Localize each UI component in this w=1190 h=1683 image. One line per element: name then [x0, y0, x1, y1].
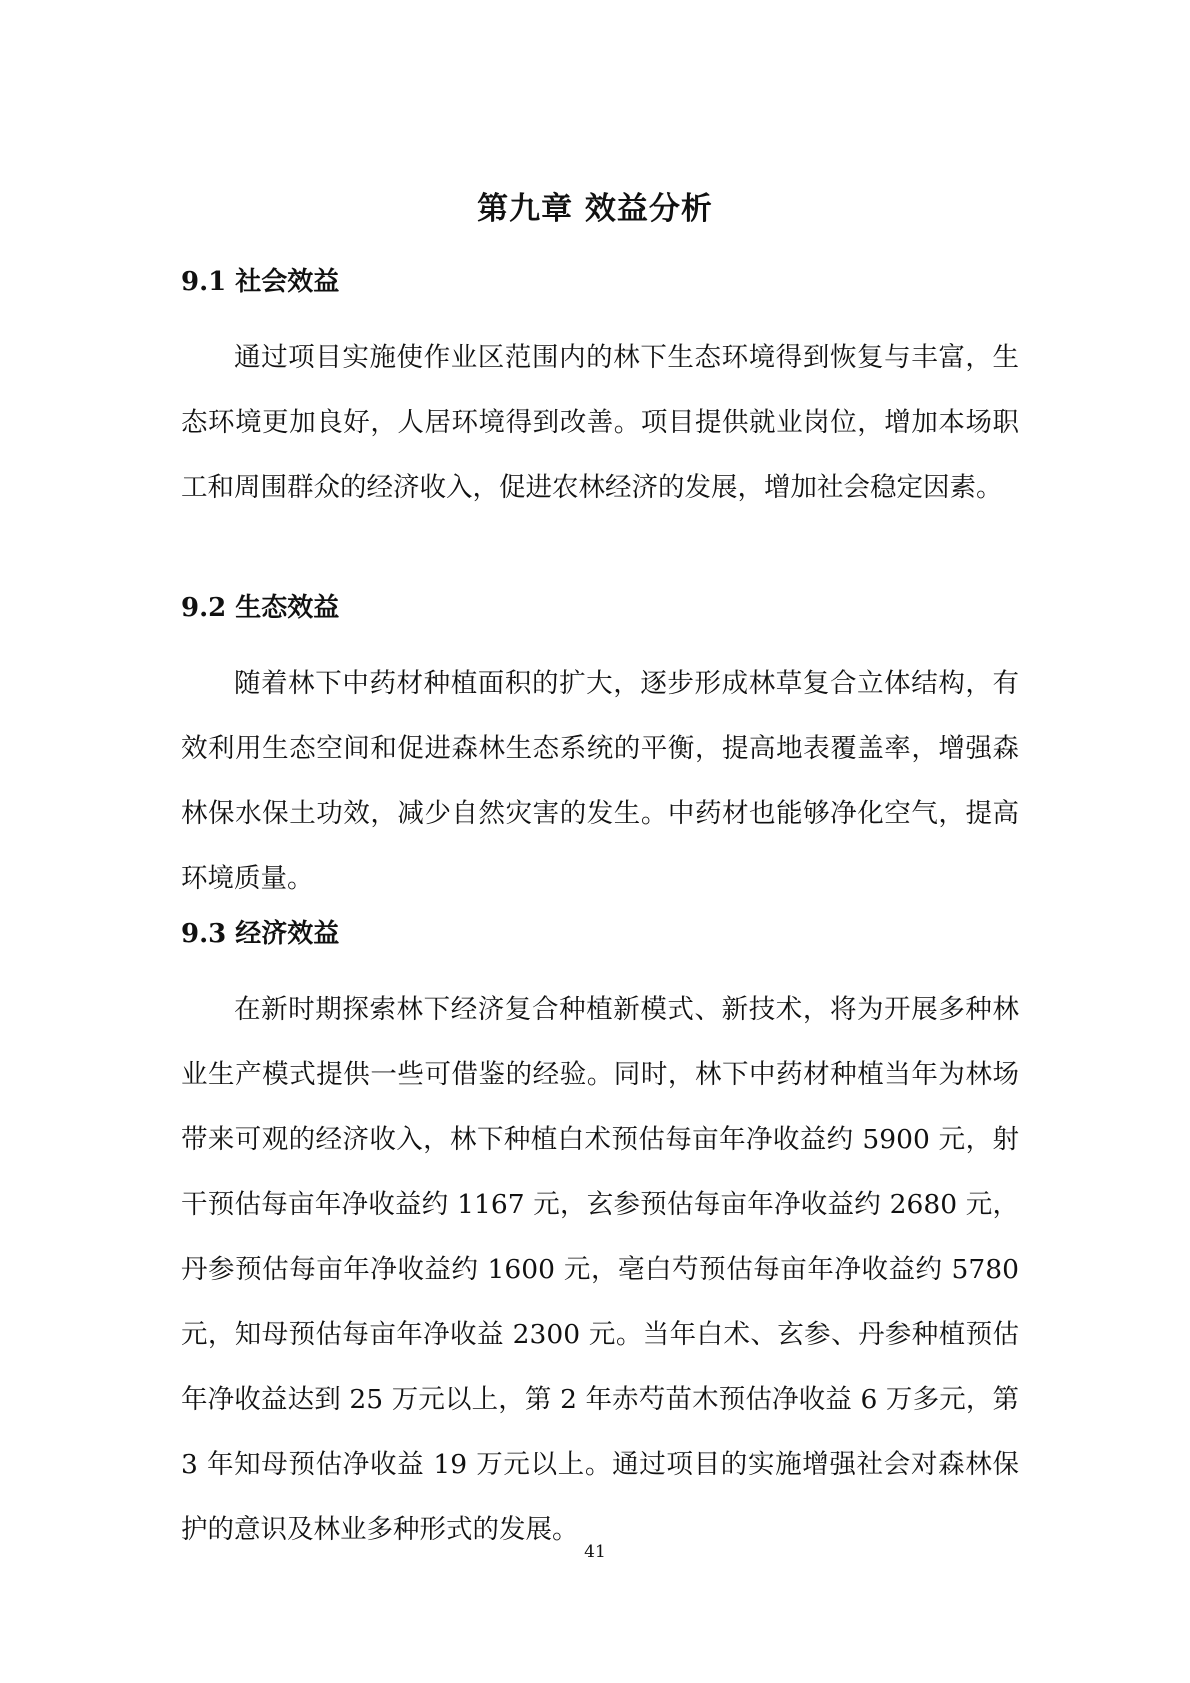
section-heading-ecological-benefit: 9.2 生态效益 — [181, 593, 340, 623]
section-heading-economic-benefit: 9.3 经济效益 — [181, 919, 340, 949]
section-heading-social-benefit: 9.1 社会效益 — [181, 267, 340, 297]
section-body-ecological-benefit: 随着林下中药材种植面积的扩大，逐步形成林草复合立体结构，有效利用生态空间和促进森林生态系统的平衡，提高地表覆盖率，增强森林保水保土功效，减少自然灾害的发生。中药材也能够净化空气，提高环境质量。 — [181, 668, 1019, 894]
page-number: 41 — [584, 1542, 606, 1562]
chapter-title: 第九章 效益分析 — [477, 191, 713, 227]
section-body-economic-benefit: 在新时期探索林下经济复合种植新模式、新技术，将为开展多种林业生产模式提供一些可借鉴的经验。同时，林下中药材种植当年为林场带来可观的经济收入，林下种植白术预估每亩年净收益约 5900 元，射干预估每亩年净收益约 1167 元，玄参预估每亩年净收益约 2680 元，丹参预估每亩年净收益约 1600 元，亳白芍预估每亩年净收益约 5780 元，知母预估每亩年净收益 2300 元。当年白术、玄参、丹参种植预估年净收益达到 25 万元以上，第 2 年赤芍苗木预估净收益 6 万多元，第 3 年知母预估净收益 19 万元以上。通过项目的实施增强社会对森林保护的意识及林业多种形式的发展。 — [181, 994, 1019, 1545]
section-body-social-benefit: 通过项目实施使作业区范围内的林下生态环境得到恢复与丰富，生态环境更加良好，人居环境得到改善。项目提供就业岗位，增加本场职工和周围群众的经济收入，促进农林经济的发展，增加社会稳定因素。 — [181, 342, 1019, 503]
